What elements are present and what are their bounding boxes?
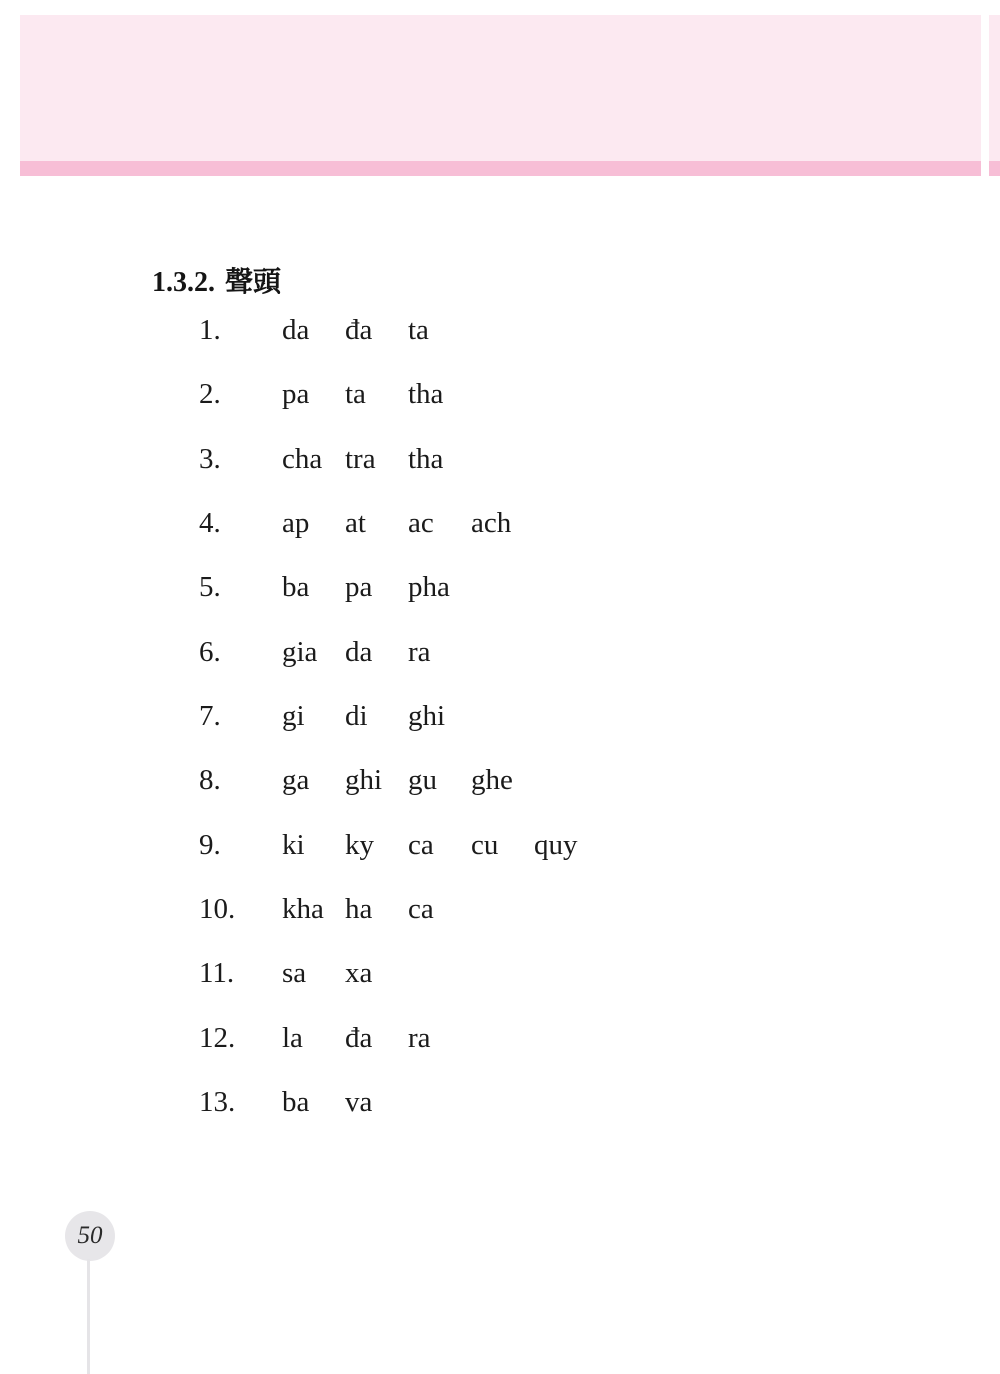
syllable: xa — [345, 957, 373, 990]
syllable: tha — [408, 442, 444, 475]
syllable: ta — [408, 314, 429, 346]
header-band-edge-light — [989, 15, 1000, 161]
section-number: 1.3.2. — [152, 267, 215, 298]
item-number: 3. — [199, 442, 221, 475]
list-item — [199, 1023, 839, 1087]
item-number: 2. — [199, 378, 221, 411]
syllable: ha — [345, 893, 373, 926]
header-band-light — [20, 15, 981, 161]
section-heading — [152, 268, 281, 298]
syllable: at — [345, 507, 366, 540]
page-number-stem-line — [87, 1259, 90, 1374]
syllable: ra — [408, 1021, 431, 1054]
drill-list — [199, 315, 839, 1151]
item-number: 5. — [199, 571, 221, 604]
item-number: 4. — [199, 507, 221, 540]
syllable: ca — [408, 893, 434, 926]
syllable: ach — [471, 507, 512, 540]
syllable: pa — [282, 378, 310, 411]
syllable: tha — [408, 378, 444, 411]
syllable: ta — [345, 378, 366, 411]
item-number: 10. — [199, 893, 236, 926]
syllable: ghe — [471, 764, 513, 797]
section-title: 聲頭 — [225, 267, 282, 298]
list-item — [199, 572, 839, 636]
item-number: 1. — [199, 314, 221, 346]
list-item — [199, 637, 839, 701]
list-item — [199, 701, 839, 765]
page-number: 50 — [77, 1222, 103, 1249]
syllable: ba — [282, 571, 310, 604]
syllable: cha — [282, 442, 323, 475]
syllable: ap — [282, 507, 310, 540]
page-number-badge — [65, 1211, 115, 1261]
syllable: ghi — [345, 764, 383, 797]
syllable: ki — [282, 828, 305, 861]
list-item — [199, 894, 839, 958]
list-item — [199, 444, 839, 508]
syllable: ac — [408, 507, 434, 540]
syllable: gi — [282, 700, 305, 733]
syllable: ga — [282, 764, 310, 797]
item-number: 8. — [199, 764, 221, 797]
list-item — [199, 830, 839, 894]
syllable: pa — [345, 571, 373, 604]
syllable: ra — [408, 635, 431, 668]
item-number: 12. — [199, 1021, 236, 1054]
header-band-stripe — [20, 161, 981, 176]
syllable: gu — [408, 764, 437, 797]
syllable: sa — [282, 957, 307, 990]
list-item — [199, 765, 839, 829]
syllable: va — [345, 1086, 373, 1119]
item-number: 13. — [199, 1086, 236, 1119]
item-number: 7. — [199, 700, 221, 733]
item-number: 11. — [199, 957, 235, 990]
header-band-edge — [989, 15, 1000, 176]
syllable: da — [345, 635, 373, 668]
syllable: pha — [408, 571, 450, 604]
syllable: gia — [282, 635, 318, 668]
syllable: ghi — [408, 700, 446, 733]
syllable: ba — [282, 1086, 310, 1119]
list-item — [199, 379, 839, 443]
list-item — [199, 958, 839, 1022]
syllable: la — [282, 1021, 303, 1054]
header-band — [20, 15, 981, 176]
syllable: kha — [282, 893, 324, 926]
header-band-edge-stripe — [989, 161, 1000, 176]
item-number: 6. — [199, 635, 221, 668]
syllable: tra — [345, 442, 376, 475]
list-item — [199, 315, 839, 379]
syllable: cu — [471, 828, 499, 861]
syllable: đa — [345, 314, 373, 346]
syllable: ca — [408, 828, 434, 861]
item-number: 9. — [199, 828, 221, 861]
syllable: đa — [345, 1021, 373, 1054]
list-item — [199, 508, 839, 572]
syllable: quy — [534, 828, 578, 861]
syllable: da — [282, 314, 310, 346]
syllable: di — [345, 700, 368, 733]
list-item — [199, 1087, 839, 1151]
syllable: ky — [345, 828, 374, 861]
